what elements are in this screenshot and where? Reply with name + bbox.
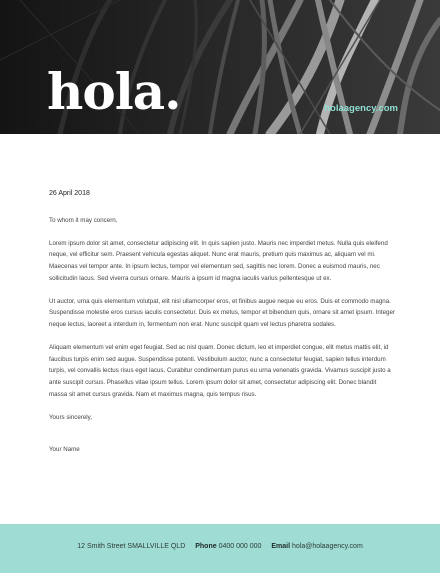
website-link[interactable]: holaagency.com <box>324 103 398 114</box>
salutation: To whom it may concern, <box>49 216 118 224</box>
signature-name: Your Name <box>49 446 80 454</box>
email-label: Email <box>271 543 291 550</box>
contact-footer <box>0 524 440 573</box>
body-paragraph: Aliquam elementum vel enim eget feugiat. Sed ac nisl quam. Donec dictum, leo et imperdiet congue, elit metus mattis elit, id faucibus turpis enim sed augue. Suspendisse potenti. Vestibulum auctor, nunc a consectetur feugiat, sapien tellus interdum turpis, vel convallis lectus risus eget lacus. Curabitur condimentum purus eu urna venenatis gravida. Vivamus suscipit justo a ante suscipit cursus. Phasellus vitae ipsum tellus. Lorem ipsum dolor sit amet, consectetur adipiscing elit. Donec blandit massa sit amet cursus gravida. Nam et maximus magna, quis tempus risus. <box>49 344 391 398</box>
body-paragraph: Lorem ipsum dolor sit amet, consectetur adipiscing elit. In quis sapien justo. Mauris nec imperdiet metus. Nulla quis eleifend neque, vel efficitur sem. Praesent vehicula egestas aliquet. Nunc erat mauris, pretium quis maximus ac, aliquam vel mi. Maecenas vel tempor ante. In ipsum lectus, tempor vel elementum sed, sagittis nec lorem. Donec a euismod mauris, nec sollicitudin lacus. Sed viverra cursus ornare. Mauris a ipsum id magna iaculis varius pellentesque ut ex. <box>49 239 388 282</box>
footer-address: 12 Smith Street SMALLVILLE QLD <box>77 543 186 550</box>
letter-body <box>49 188 395 467</box>
phone-number[interactable]: 0400 000 000 <box>218 543 262 550</box>
phone-label: Phone <box>195 543 217 550</box>
brand-logo: hola. <box>47 62 181 121</box>
body-paragraph: Ut auctor, urna quis elementum volutpat, elit nisl ullamcorper eros, et finibus augue neque eu eros. Duis et commodo magna. Suspendisse molestie eros cursus iaculis consectetur. Duis ex metus, tempor et bibendum quis, ornare sit amet ipsum. Integer neque lectus, laoreet a interdum in, fermentum non erat. Nunc suscipit quam vel lectus pharetra sodales. <box>49 297 395 328</box>
letterhead-banner <box>0 0 440 134</box>
footer-contact-line <box>0 543 440 550</box>
letter-date: 26 April 2018 <box>49 190 90 197</box>
closing: Yours sincerely, <box>49 413 92 421</box>
email-address[interactable]: hola@holaagency.com <box>291 543 363 550</box>
